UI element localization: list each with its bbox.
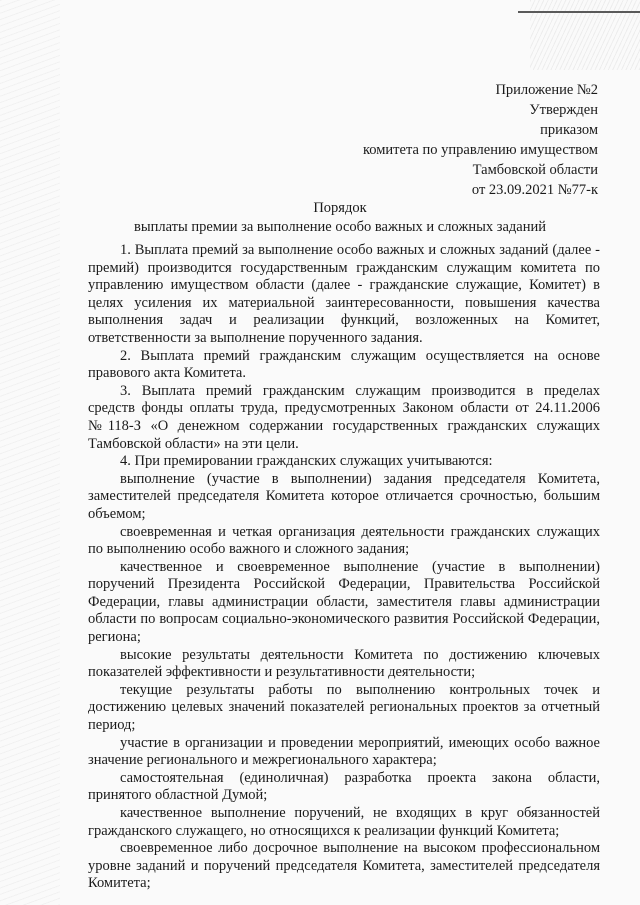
order-label: приказом bbox=[540, 122, 598, 138]
paragraph-2: 2. Выплата премий гражданским служащим осуществляется на основе правового акта Комитета. bbox=[88, 347, 600, 382]
criteria-item: качественное и своевременное выполнение (участие в выполнении) поручений Президента Российской Федерации, Правительства Российской Федерации, главы администрации области, заместителя главы администрации области по вопросам социально-экономического развития Российской Федерации, региона; bbox=[88, 558, 600, 646]
committee-name: комитета по управлению имуществом bbox=[362, 142, 598, 158]
paragraph-4: 4. При премировании гражданских служащих учитываются: bbox=[120, 453, 493, 470]
criteria-item: самостоятельная (единоличная) разработка проекта закона области, принятого областной Думой; bbox=[88, 769, 600, 804]
document-body bbox=[88, 242, 600, 893]
order-date-number: от 23.09.2021 №77-к bbox=[471, 182, 598, 198]
criteria-item: качественное выполнение поручений, не входящих в круг обязанностей гражданского служащего, но относящихся к реализации функций Комитета; bbox=[88, 805, 600, 839]
criteria-item: высокие результаты деятельности Комитета по достижению ключевых показателей эффективности и результативности деятельности; bbox=[88, 646, 600, 681]
paragraph-3: 3. Выплата премий гражданским служащим производится в пределах средств фонды оплаты труда, предусмотренных Законом области от 24.11.2006 №118-З «О денежном содержании государственных гражданских служащих Тамбовской области» на эти цели. bbox=[88, 382, 600, 452]
document-title: Порядок bbox=[313, 200, 367, 216]
criteria-item: текущие результаты работы по выполнению контрольных точек и достижению целевых значений показателей региональных проектов за отчетный период; bbox=[88, 681, 600, 734]
approved-label: Утвержден bbox=[529, 102, 598, 118]
appendix-number: Приложение №2 bbox=[495, 82, 598, 98]
region-name: Тамбовской области bbox=[472, 162, 598, 178]
criteria-item: участие в организации и проведении мероприятий, имеющих особо важное значение регионального и межрегионального характера; bbox=[88, 734, 600, 769]
scan-artifact-line bbox=[518, 11, 640, 13]
approval-block bbox=[363, 80, 598, 200]
criteria-item: выполнение (участие в выполнении) задания председателя Комитета, заместителей председателя Комитета которое отличается срочностью, большим объемом; bbox=[88, 470, 600, 522]
scan-artifact-left bbox=[0, 0, 60, 905]
criteria-item: своевременная и четкая организация деятельности гражданских служащих по выполнению особо важного и сложного задания; bbox=[88, 523, 600, 558]
paragraph-1: 1. Выплата премий за выполнение особо важных и сложных заданий (далее - премий) производится государственным гражданским служащим комитета по управлению имуществом области (далее - гражданские служащие, Комитет) в целях усиления их материальной заинтересованности, повышения качества выполнения задач и реализации функций, возложенных на Комитет, ответственности за выполнение порученного задания. bbox=[88, 242, 600, 346]
document-subtitle: выплаты премии за выполнение особо важных и сложных заданий bbox=[134, 219, 546, 235]
criteria-item: своевременное либо досрочное выполнение на высоком профессиональном уровне заданий и поручений председателя Комитета, заместителей председателя Комитета; bbox=[88, 840, 600, 892]
